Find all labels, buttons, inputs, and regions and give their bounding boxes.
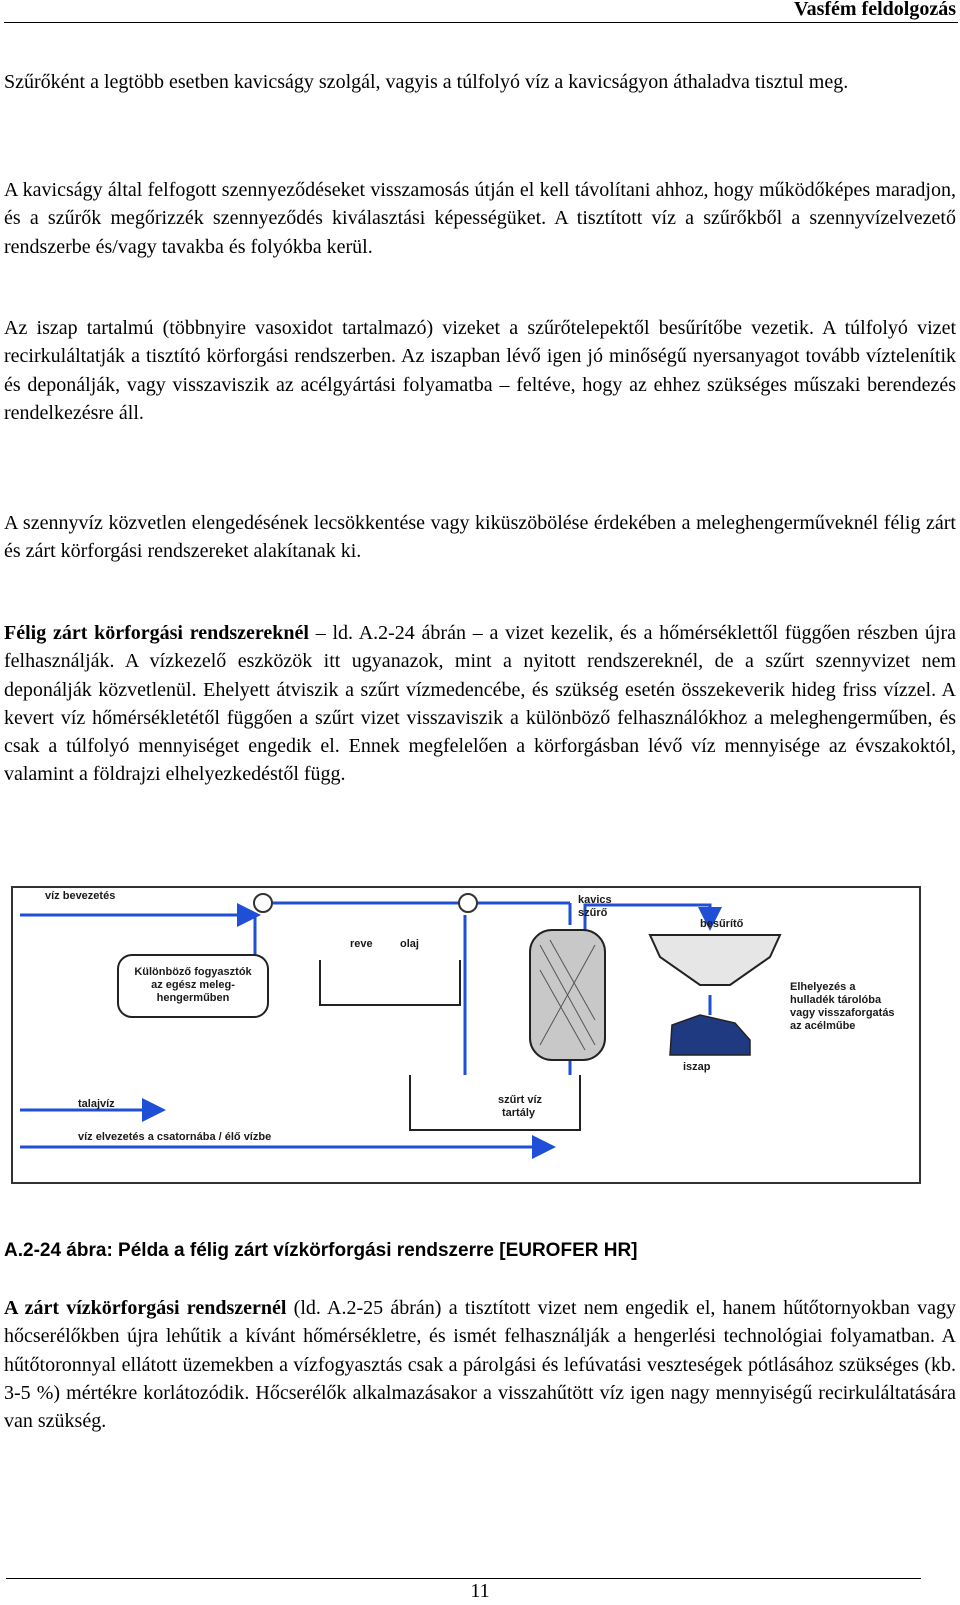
paragraph-3: Az iszap tartalmú (többnyire vasoxidot tartalmazó) vizeket a szűrőtelepektől besűrítőbe vezetik. A túlfolyó vizet recirkuláltatják a tisztító körforgási rendszerben. Az iszapban lévő igen jó minőségű nyersanyagot tovább víztelenítik és deponálják, vagy visszaviszik az acélgyártási folyamatba – feltéve, hogy az ehhez szükséges műszaki berendezés rendelkezésre áll. [4, 317, 956, 424]
label-groundwater: talajvíz [78, 1098, 115, 1110]
sludge-heap-icon [670, 1015, 750, 1055]
paragraph-6 [4, 1294, 956, 1435]
pump-2-icon [459, 894, 477, 912]
label-gravel-filter-2: szűrő [578, 907, 608, 919]
paragraph-5 [4, 619, 956, 789]
label-oil: olaj [400, 938, 419, 950]
label-thickener: besűrítő [700, 918, 744, 930]
label-gravel-filter-1: kavics [578, 894, 612, 906]
figure-caption: A.2-24 ábra: Példa a félig zárt vízkörforgási rendszerre [EUROFER HR] [4, 1240, 638, 1261]
filtered-water-tank [410, 1075, 580, 1130]
label-sludge: iszap [683, 1061, 711, 1073]
page-header [4, 0, 958, 23]
label-outlet: víz elvezetés a csatornába / élő vízbe [78, 1131, 272, 1143]
paragraph-2: A kavicságy által felfogott szennyeződéseket visszamosás útján el kell távolítani ahhoz, hogy működőképes maradjon, és a szűrők megőrizzék szennyeződés kiválasztási képességüket. A tisztított víz a szűrőkből a szennyvízelvezető rendszerbe és/vagy tavakba és folyókba kerül. [4, 179, 956, 258]
paragraph-5-body: – ld. A.2-24 ábrán – a vizet kezelik, és a hőmérséklettől függően részben újra felhasználják. A vízkezelő eszközök itt ugyanazok, mint a nyitott rendszereknél, de a szűrt szennyvizet nem deponálják közvetlenül. Ehelyett átviszik a szűrt vízmedencébe, és szükség esetén összekeverik hideg friss vízzel. A kevert víz hőmérsékletétől függően a szűrt vizet visszaviszik a különböző felhasználókhoz a meleghengerműben, és csak a túlfolyó mennyiséget engedik el. Ennek megfelelően a körforgásban lévő víz mennyisége az évszakoktól, valamint a földrajzi elhelyezkedéstől függ. [4, 622, 957, 786]
paragraph-1: Szűrőként a legtöbb esetben kavicságy szolgál, vagyis a túlfolyó víz a kavicságyon áthaladva tisztul meg. [4, 71, 849, 93]
label-consumers-1: Különböző fogyasztók [134, 966, 252, 978]
label-disposal-3: vagy visszaforgatás [790, 1007, 895, 1019]
label-water-inlet: víz bevezetés [45, 890, 116, 902]
paragraph-4: A szennyvíz közvetlen elengedésének lecsökkentése vagy kiküszöbölése érdekében a meleghengerműveknél félig zárt és zárt körforgási rendszereket alakítanak ki. [4, 512, 956, 563]
water-circuit-diagram [10, 885, 945, 1195]
header-title: Vasfém feldolgozás [793, 0, 956, 20]
label-filtered-tank-1: szűrt víz [498, 1094, 543, 1106]
label-disposal-4: az acélműbe [790, 1020, 856, 1032]
label-disposal-2: hulladék tárolóba [790, 994, 882, 1006]
label-consumers-3: hengerműben [156, 992, 230, 1004]
thickener-icon [650, 935, 780, 985]
settling-basin [320, 960, 460, 1005]
paragraph-6-lead: A zárt vízkörforgási rendszernél [4, 1297, 287, 1319]
label-consumers-2: az egész meleg- [151, 979, 235, 991]
page-number: 11 [470, 1580, 490, 1602]
paragraph-5-lead: Félig zárt körforgási rendszereknél [4, 622, 309, 644]
pump-1-icon [254, 894, 272, 912]
label-scale: reve [350, 938, 373, 950]
footer-divider [6, 1578, 921, 1579]
paragraph-6-body: (ld. A.2-25 ábrán) a tisztított vizet nem engedik el, hanem hűtőtornyokban vagy hőcserélőkben újra lehűtik a kívánt hőmérsékletre, és ismét felhasználják a hengerlési technológiai folyamatban. A hűtőtoronnyal ellátott üzemekben a vízfogyasztás csak a párolgási és lefúvatási veszteségek pótlásához szükséges (kb. 3-5 %) mértékre korlátozódik. Hőcserélők alkalmazásakor a visszahűtött víz igen nagy mennyiségű recirkuláltatására van szükség. [4, 1297, 956, 1433]
label-filtered-tank-2: tartály [502, 1107, 536, 1119]
label-disposal-1: Elhelyezés a [790, 981, 856, 993]
